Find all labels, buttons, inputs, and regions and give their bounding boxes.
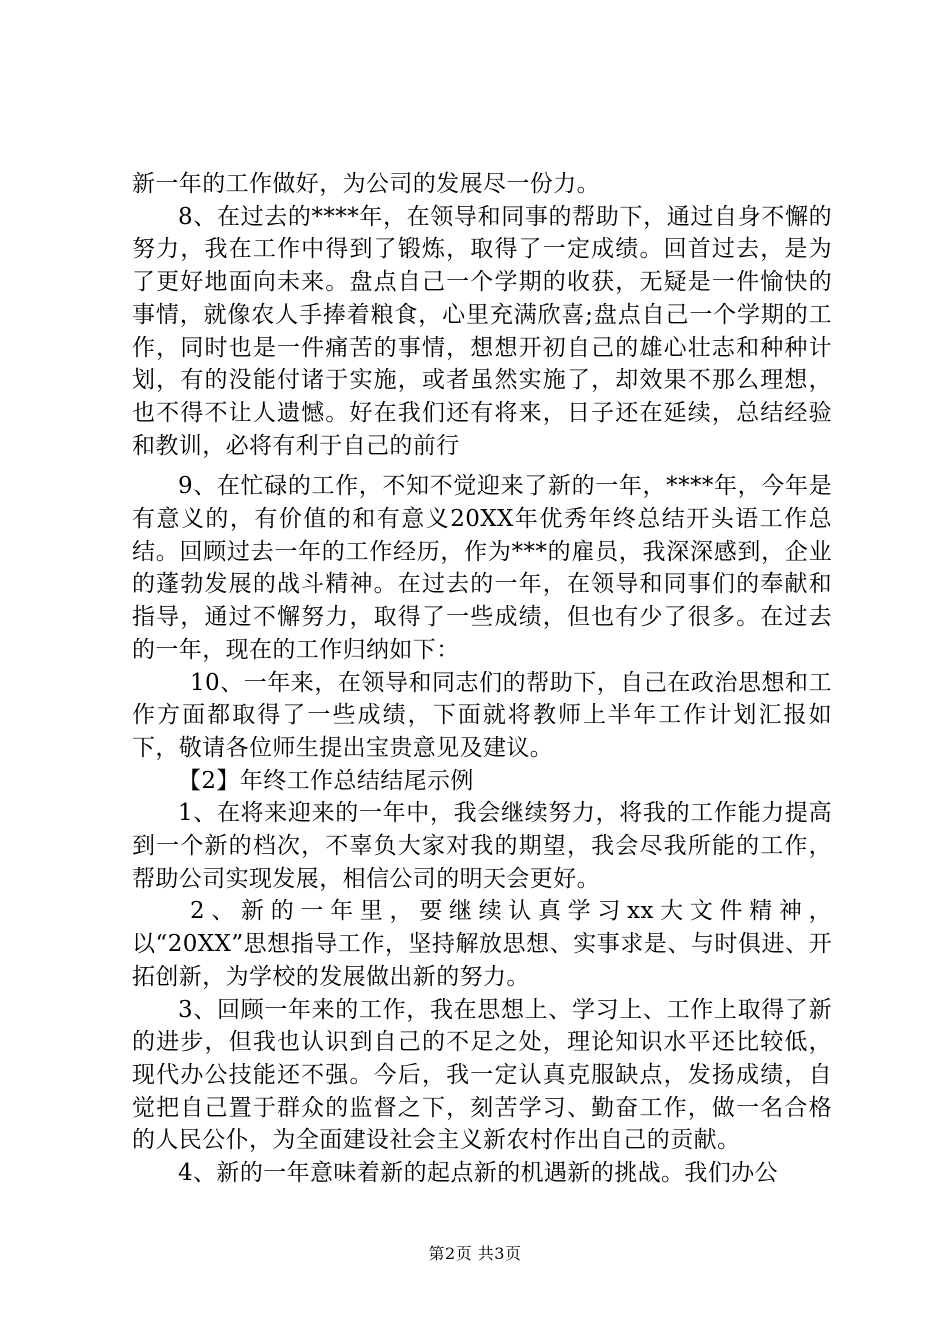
paragraph-item-10: 10、一年来，在领导和同志们的帮助下，自己在政治思想和工作方面都取得了一些成绩，下面就将教师上半年工作计划汇报如下，敬请各位师生提出宝贵意见及建议。	[132, 669, 832, 761]
paragraph-ending-2: 2、新的一年里，要继续认真学习xx大文件精神，以“20XX”思想指导工作，坚持解放思想、实事求是、与时俱进、开拓创新，为学校的发展做出新的努力。	[132, 898, 832, 990]
paragraph-ending-4: 4、新的一年意味着新的起点新的机遇新的挑战。我们办公	[178, 1160, 779, 1187]
page-number-footer: 第2页 共3页	[428, 1244, 522, 1263]
paragraph-ending-1: 1、在将来迎来的一年中，我会继续努力，将我的工作能力提高到一个新的档次，不辜负大家对我的期望，我会尽我所能的工作，帮助公司实现发展，相信公司的明天会更好。	[132, 800, 832, 892]
section-heading: 【2】年终工作总结结尾示例	[178, 767, 474, 794]
paragraph-ending-3: 3、回顾一年来的工作，我在思想上、学习上、工作上取得了新的进步，但我也认识到自己的不足之处，理论知识水平还比较低，现代办公技能还不强。今后，我一定认真克服缺点，发扬成绩，自觉把自己置于群众的监督之下，刻苦学习、勤奋工作，做一名合格的人民公仆，为全面建设社会主义新农村作出自己的贡献。	[132, 996, 832, 1154]
paragraph-item-8: 8、在过去的****年，在领导和同事的帮助下，通过自身不懈的努力，我在工作中得到了锻炼，取得了一定成绩。回首过去，是为了更好地面向未来。盘点自己一个学期的收获，无疑是一件愉快的事情，就像农人手捧着粮食，心里充满欣喜;盘点自己一个学期的工作，同时也是一件痛苦的事情，想想开初自己的雄心壮志和种种计划，有的没能付诸于实施，或者虽然实施了，却效果不那么理想，也不得不让人遗憾。好在我们还有将来，日子还在延续，总结经验和教训，必将有利于自己的前行	[132, 203, 832, 459]
paragraph-item-9: 9、在忙碌的工作，不知不觉迎来了新的一年，****年，今年是有意义的，有价值的和有意义20XX年优秀年终总结开头语工作总结。回顾过去一年的工作经历，作为***的雇员，我深深感到，企业的蓬勃发展的战斗精神。在过去的一年，在领导和同事们的奉献和指导，通过不懈努力，取得了一些成绩，但也有少了很多。在过去的一年，现在的工作归纳如下：	[132, 473, 832, 663]
document-body	[132, 168, 832, 1190]
paragraph-continuation: 新一年的工作做好，为公司的发展尽一份力。	[132, 171, 600, 197]
